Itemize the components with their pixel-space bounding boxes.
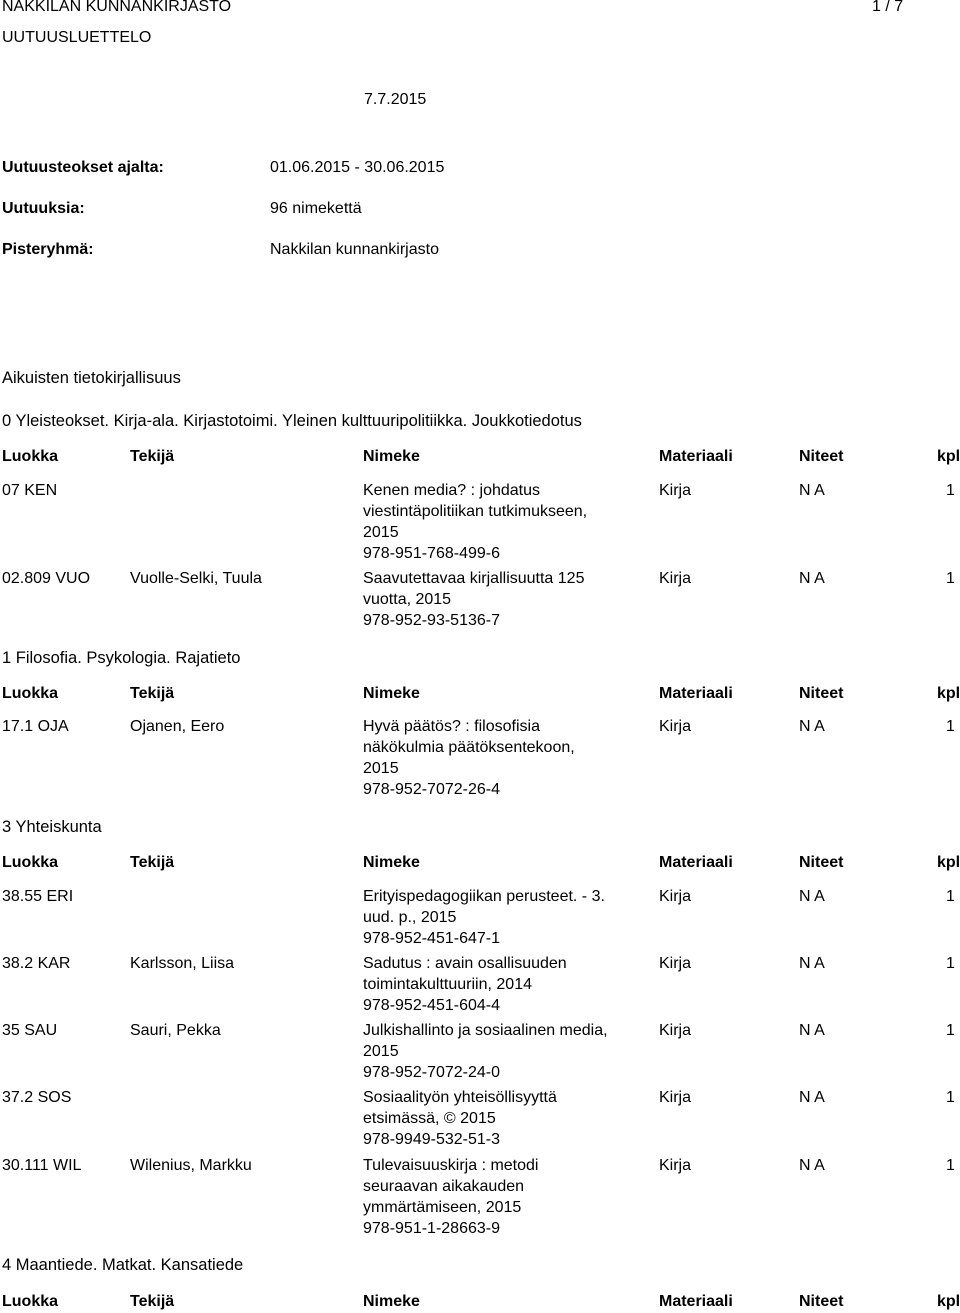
group-value: Nakkilan kunnankirjasto <box>270 241 439 258</box>
nimeke-line: Kenen media? : johdatus <box>363 482 541 499</box>
nimeke-line: seuraavan aikakauden <box>363 1178 525 1195</box>
nimeke-line: toimintakulttuuriin, 2014 <box>363 976 532 993</box>
col-header-materiaali: Materiaali <box>659 1293 733 1310</box>
col-header-tekija: Tekijä <box>130 854 175 871</box>
col-header-kpl: kpl <box>937 448 960 465</box>
cell-niteet: N A <box>799 955 825 972</box>
nimeke-line: Hyvä päätös? : filosofisia <box>363 718 540 735</box>
cell-tekija: Wilenius, Markku <box>130 1157 252 1174</box>
library-name: NAKKILAN KUNNANKIRJASTO <box>2 0 232 15</box>
cell-tekija: Sauri, Pekka <box>130 1022 221 1039</box>
nimeke-line: 978-952-93-5136-7 <box>363 612 500 629</box>
col-header-nimeke: Nimeke <box>363 854 420 871</box>
cell-tekija: Karlsson, Liisa <box>130 955 235 972</box>
col-header-niteet: Niteet <box>799 854 844 871</box>
nimeke-line: etsimässä, © 2015 <box>363 1110 496 1127</box>
cell-nimeke <box>363 886 633 949</box>
nimeke-line: 978-952-451-647-1 <box>363 930 500 947</box>
nimeke-line: 978-952-7072-24-0 <box>363 1064 500 1081</box>
count-value: 96 nimekettä <box>270 200 362 217</box>
nimeke-line: viestintäpolitiikan tutkimukseen, <box>363 503 588 520</box>
nimeke-line: 978-9949-532-51-3 <box>363 1131 500 1148</box>
cell-materiaali: Kirja <box>659 1022 692 1039</box>
category-title: Aikuisten tietokirjallisuus <box>2 369 181 387</box>
period-label: Uutuusteokset ajalta: <box>2 159 164 176</box>
section-title: 1 Filosofia. Psykologia. Rajatieto <box>2 649 241 667</box>
col-header-tekija: Tekijä <box>130 1293 175 1310</box>
cell-materiaali: Kirja <box>659 1089 692 1106</box>
col-header-niteet: Niteet <box>799 448 844 465</box>
col-header-niteet: Niteet <box>799 685 844 702</box>
list-title: UUTUUSLUETTELO <box>2 29 152 46</box>
col-header-kpl: kpl <box>937 854 960 871</box>
cell-tekija: Vuolle-Selki, Tuula <box>130 570 262 587</box>
col-header-kpl: kpl <box>937 685 960 702</box>
cell-niteet: N A <box>799 1022 825 1039</box>
cell-kpl: 1 <box>946 1089 955 1106</box>
count-label: Uutuuksia: <box>2 200 85 217</box>
nimeke-line: Erityispedagogiikan perusteet. - 3. <box>363 888 605 905</box>
cell-kpl: 1 <box>946 955 955 972</box>
nimeke-line: 2015 <box>363 524 399 541</box>
nimeke-line: uud. p., 2015 <box>363 909 457 926</box>
cell-kpl: 1 <box>946 570 955 587</box>
col-header-materiaali: Materiaali <box>659 854 733 871</box>
section-title: 4 Maantiede. Matkat. Kansatiede <box>2 1256 244 1274</box>
cell-tekija: Ojanen, Eero <box>130 718 225 735</box>
cell-nimeke <box>363 480 633 564</box>
cell-nimeke <box>363 953 633 1016</box>
cell-nimeke <box>363 1020 633 1083</box>
cell-luokka: 17.1 OJA <box>2 718 69 735</box>
nimeke-line: Sosiaalityön yhteisöllisyyttä <box>363 1089 557 1106</box>
cell-nimeke <box>363 1155 633 1239</box>
col-header-luokka: Luokka <box>2 1293 59 1310</box>
page-number: 1 / 7 <box>872 0 904 15</box>
col-header-materiaali: Materiaali <box>659 685 733 702</box>
nimeke-line: 978-951-1-28663-9 <box>363 1220 500 1237</box>
cell-kpl: 1 <box>946 482 955 499</box>
cell-materiaali: Kirja <box>659 888 692 905</box>
nimeke-line: Saavutettavaa kirjallisuutta 125 <box>363 570 585 587</box>
nimeke-line: 2015 <box>363 760 399 777</box>
col-header-tekija: Tekijä <box>130 448 175 465</box>
period-value: 01.06.2015 - 30.06.2015 <box>270 159 445 176</box>
group-label: Pisteryhmä: <box>2 241 94 258</box>
cell-luokka: 02.809 VUO <box>2 570 91 587</box>
cell-materiaali: Kirja <box>659 718 692 735</box>
nimeke-line: vuotta, 2015 <box>363 591 452 608</box>
nimeke-line: 978-952-7072-26-4 <box>363 781 500 798</box>
col-header-materiaali: Materiaali <box>659 448 733 465</box>
report-date: 7.7.2015 <box>364 91 427 108</box>
cell-materiaali: Kirja <box>659 1157 692 1174</box>
cell-kpl: 1 <box>946 718 955 735</box>
col-header-nimeke: Nimeke <box>363 685 420 702</box>
cell-niteet: N A <box>799 482 825 499</box>
col-header-tekija: Tekijä <box>130 685 175 702</box>
cell-materiaali: Kirja <box>659 570 692 587</box>
nimeke-line: 978-952-451-604-4 <box>363 997 500 1014</box>
nimeke-line: Sadutus : avain osallisuuden <box>363 955 567 972</box>
cell-nimeke <box>363 568 633 631</box>
col-header-luokka: Luokka <box>2 448 59 465</box>
cell-kpl: 1 <box>946 1022 955 1039</box>
cell-luokka: 35 SAU <box>2 1022 58 1039</box>
cell-niteet: N A <box>799 570 825 587</box>
col-header-nimeke: Nimeke <box>363 448 420 465</box>
cell-niteet: N A <box>799 1089 825 1106</box>
cell-nimeke <box>363 716 633 800</box>
col-header-kpl: kpl <box>937 1293 960 1310</box>
cell-luokka: 37.2 SOS <box>2 1089 72 1106</box>
nimeke-line: Julkishallinto ja sosiaalinen media, <box>363 1022 608 1039</box>
cell-luokka: 07 KEN <box>2 482 58 499</box>
cell-kpl: 1 <box>946 1157 955 1174</box>
nimeke-line: 2015 <box>363 1043 399 1060</box>
cell-kpl: 1 <box>946 888 955 905</box>
cell-luokka: 30.111 WIL <box>2 1157 82 1174</box>
cell-niteet: N A <box>799 1157 825 1174</box>
nimeke-line: Tulevaisuuskirja : metodi <box>363 1157 539 1174</box>
cell-materiaali: Kirja <box>659 955 692 972</box>
cell-materiaali: Kirja <box>659 482 692 499</box>
nimeke-line: 978-951-768-499-6 <box>363 545 500 562</box>
section-title: 0 Yleisteokset. Kirja-ala. Kirjastotoimi. Yleinen kulttuuripolitiikka. Joukkotiedotus <box>2 412 582 430</box>
col-header-luokka: Luokka <box>2 685 59 702</box>
col-header-niteet: Niteet <box>799 1293 844 1310</box>
cell-nimeke <box>363 1087 633 1150</box>
nimeke-line: ymmärtämiseen, 2015 <box>363 1199 522 1216</box>
cell-luokka: 38.2 KAR <box>2 955 71 972</box>
col-header-luokka: Luokka <box>2 854 59 871</box>
cell-luokka: 38.55 ERI <box>2 888 74 905</box>
cell-niteet: N A <box>799 888 825 905</box>
nimeke-line: näkökulmia päätöksentekoon, <box>363 739 575 756</box>
col-header-nimeke: Nimeke <box>363 1293 420 1310</box>
section-title: 3 Yhteiskunta <box>2 818 102 836</box>
cell-niteet: N A <box>799 718 825 735</box>
